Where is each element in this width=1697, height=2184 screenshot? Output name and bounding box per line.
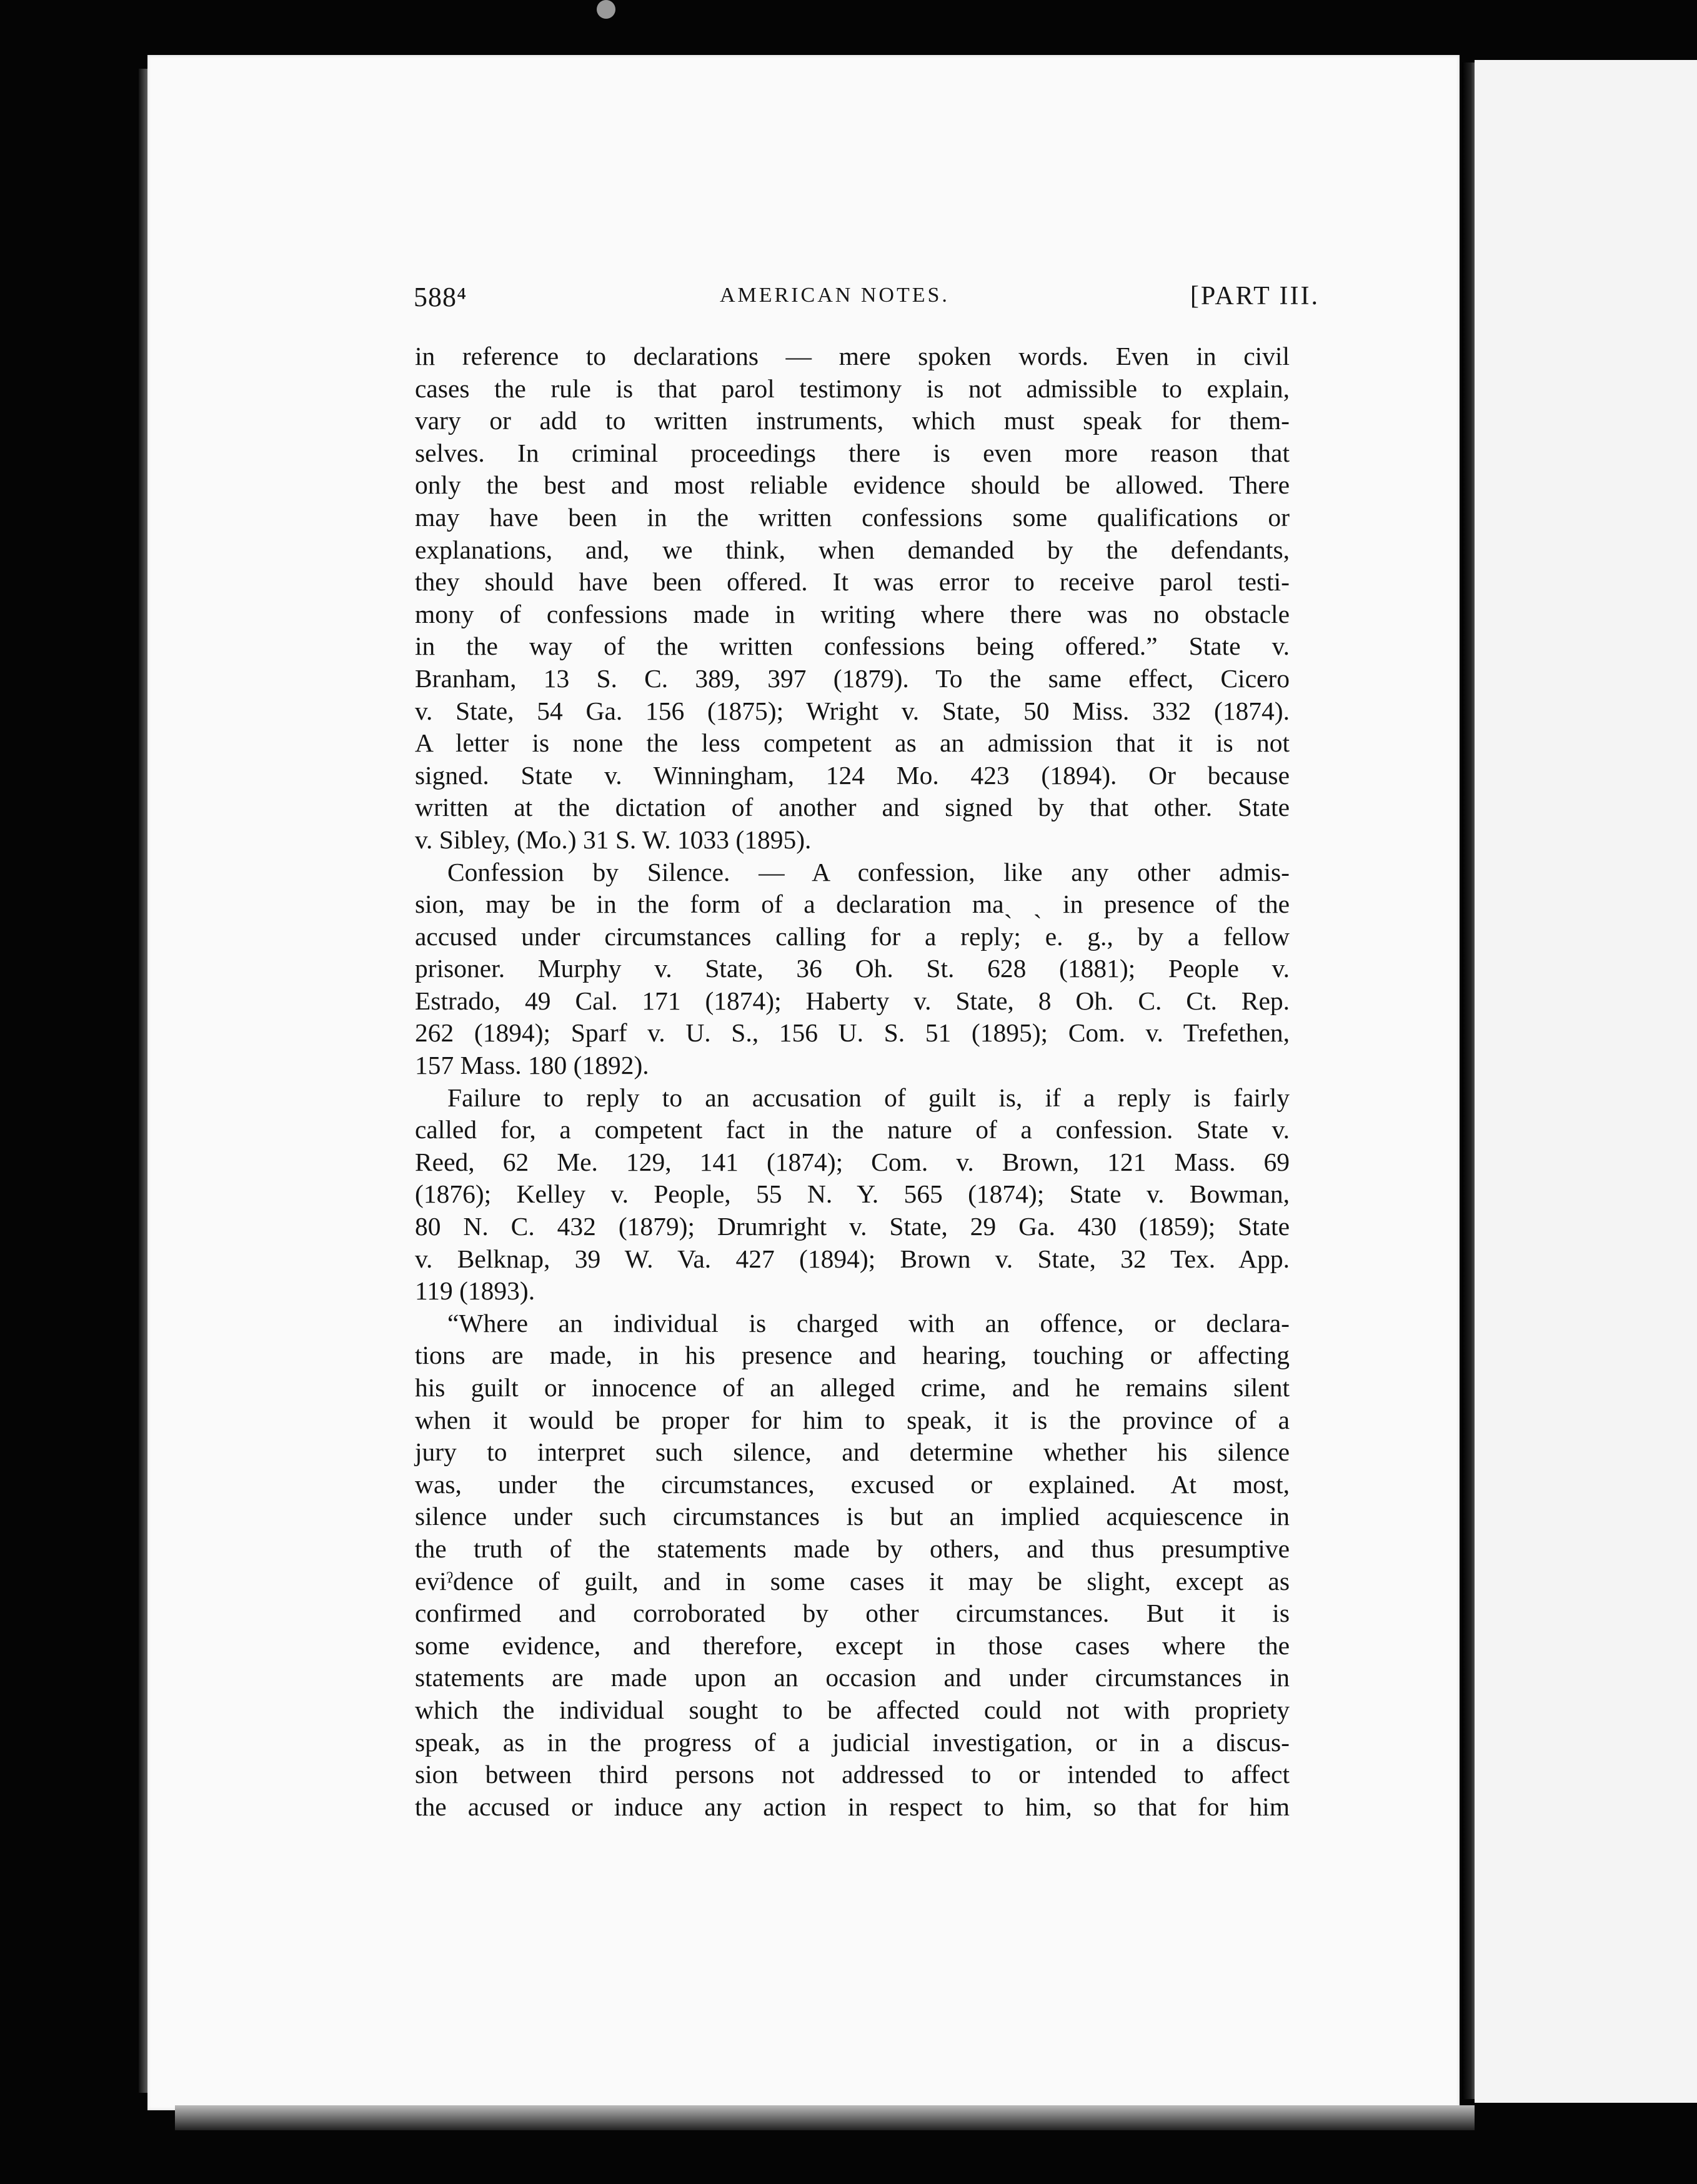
text-line: confirmed and corroborated by other circumstances. But it is — [415, 1599, 1290, 1628]
text-line: Branham, 13 S. C. 389, 397 (1879). To the same effect, Cicero — [415, 663, 1290, 693]
text-line: statements are made upon an occasion and under circumstances in — [415, 1663, 1290, 1692]
text-line: cases the rule is that parol testimony is not admissible to explain, — [415, 374, 1290, 403]
text-line: 157 Mass. 180 (1892). — [415, 1051, 649, 1080]
running-header — [414, 281, 1320, 319]
text-line: v. State, 54 Ga. 156 (1875); Wright v. State, 50 Miss. 332 (1874). — [415, 696, 1290, 725]
part-label: [PART III. — [1190, 282, 1320, 310]
text-line: written at the dictation of another and signed by that other. State — [415, 793, 1290, 822]
text-line: silence under such circumstances is but an implied acquiescence in — [415, 1502, 1290, 1531]
page-number: 588⁴ — [414, 282, 467, 312]
text-line: may have been in the written confessions some qualifications or — [415, 502, 1290, 532]
text-line: in the way of the written confessions being offered.” State v. — [415, 632, 1290, 661]
text-line: “Where an individual is charged with an offence, or declara- — [447, 1308, 1290, 1338]
text-line: 80 N. C. 432 (1879); Drumright v. State, 29 Ga. 430 (1859); State — [415, 1212, 1290, 1241]
text-line: v. Belknap, 39 W. Va. 427 (1894); Brown v. State, 32 Tex. App. — [415, 1244, 1290, 1273]
text-line: signed. State v. Winningham, 124 Mo. 423 (1894). Or because — [415, 760, 1290, 790]
text-line: Failure to reply to an accusation of guilt is, if a reply is fairly — [447, 1083, 1290, 1112]
text-line: his guilt or innocence of an alleged crime, and he remains silent — [415, 1373, 1290, 1402]
text-line: 262 (1894); Sparf v. U. S., 156 U. S. 51 (1895); Com. v. Trefethen, — [415, 1018, 1290, 1048]
text-line: 119 (1893). — [415, 1276, 535, 1306]
text-line: Reed, 62 Me. 129, 141 (1874); Com. v. Brown, 121 Mass. 69 — [415, 1147, 1290, 1176]
text-line: called for, a competent fact in the nature of a confession. State v. — [415, 1115, 1290, 1144]
text-line: v. Sibley, (Mo.) 31 S. W. 1033 (1895). — [415, 825, 812, 854]
text-line: sion, may be in the form of a declaration maˎ ˎ in presence of the — [415, 890, 1290, 919]
section-heading-line: Confession by Silence. — A confession, like any other admis- — [447, 857, 1290, 886]
text-line: which the individual sought to be affected could not with propriety — [415, 1695, 1290, 1724]
text-line: selves. In criminal proceedings there is even more reason that — [415, 438, 1290, 467]
text-line: mony of confessions made in writing where there was no obstacle — [415, 599, 1290, 628]
text-line: some evidence, and therefore, except in those cases where the — [415, 1631, 1290, 1660]
text-line: they should have been offered. It was error to receive parol testi- — [415, 567, 1290, 597]
text-line: the truth of the statements made by others, and thus presumptive — [415, 1534, 1290, 1563]
text-line: the accused or induce any action in respect to him, so that for him — [415, 1792, 1290, 1821]
scan-speck — [597, 0, 615, 19]
body-text — [415, 340, 1290, 1823]
text-line: accused under circumstances calling for a reply; e. g., by a fellow — [415, 921, 1290, 951]
text-line: eviˀdence of guilt, and in some cases it may be slight, except as — [415, 1566, 1290, 1596]
text-line: sion between third persons not addressed to or intended to affect — [415, 1760, 1290, 1789]
text-line: only the best and most reliable evidence should be allowed. There — [415, 470, 1290, 500]
text-line: Estrado, 49 Cal. 171 (1874); Haberty v. State, 8 Oh. C. Ct. Rep. — [415, 986, 1290, 1015]
text-line: explanations, and, we think, when demanded by the defendants, — [415, 535, 1290, 564]
page-bottom-edge — [175, 2105, 1475, 2130]
text-line: tions are made, in his presence and hearing, touching or affecting — [415, 1341, 1290, 1370]
text-line: prisoner. Murphy v. State, 36 Oh. St. 628 (1881); People v. — [415, 954, 1290, 983]
facing-page — [1475, 60, 1697, 2103]
text-line: speak, as in the progress of a judicial investigation, or in a discus- — [415, 1727, 1290, 1757]
text-line: was, under the circumstances, excused or explained. At most, — [415, 1469, 1290, 1499]
text-line: A letter is none the less competent as an admission that it is not — [415, 728, 1290, 758]
text-line: in reference to declarations — mere spoken words. Even in civil — [415, 342, 1290, 370]
text-line: vary or add to written instruments, which must speak for them- — [415, 406, 1290, 435]
running-title: AMERICAN NOTES. — [720, 284, 950, 307]
text-line: (1876); Kelley v. People, 55 N. Y. 565 (1874); State v. Bowman, — [415, 1179, 1290, 1209]
text-line: jury to interpret such silence, and determine whether his silence — [415, 1437, 1290, 1467]
text-line: when it would be proper for him to speak, it is the province of a — [415, 1405, 1290, 1434]
